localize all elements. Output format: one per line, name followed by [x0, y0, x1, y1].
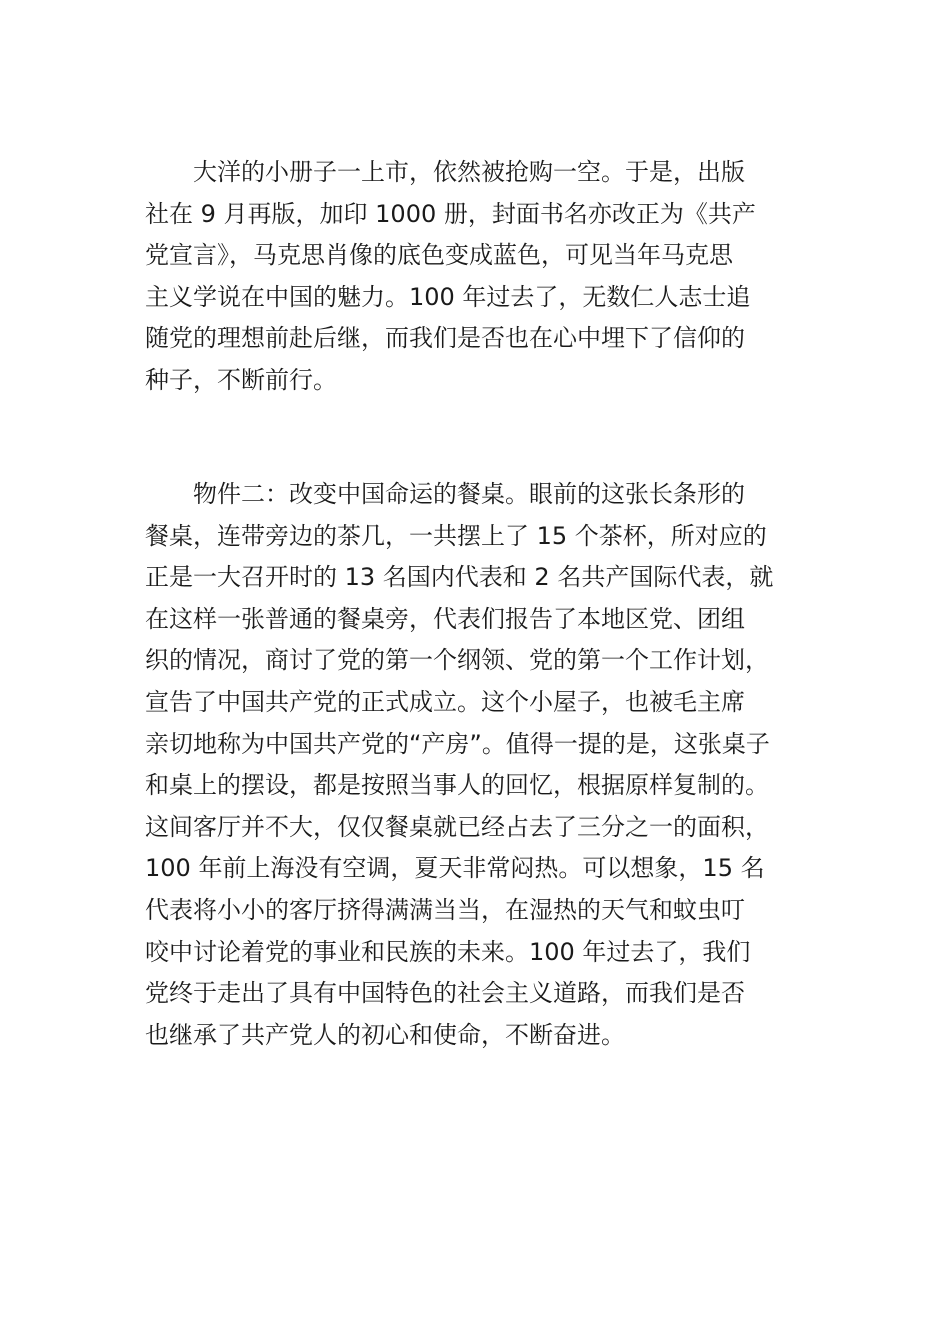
paragraph-2-line-6: 宣告了中国共产党的正式成立。这个小屋子，也被毛主席 [145, 687, 745, 716]
paragraph-1-line-3: 党宣言》，马克思肖像的底色变成蓝色，可见当年马克思 [145, 241, 733, 270]
paragraph-1-line-4: 主义学说在中国的魅力。100 年过去了，无数仁人志士追 [145, 282, 751, 311]
paragraph-1-line-1: 大洋的小册子一上市，依然被抢购一空。于是，出版 [145, 158, 745, 186]
paragraph-1-line-5: 随党的理想前赴后继，而我们是否也在心中埋下了信仰的 [145, 324, 745, 353]
paragraph-2-line-7: 亲切地称为中国共产党的“产房”。值得一提的是，这张桌子 [145, 729, 770, 758]
paragraph-2 [145, 474, 807, 1056]
paragraph-2-line-9: 这间客厅并不大，仅仅餐桌就已经占去了三分之一的面积， [145, 812, 769, 841]
paragraph-2-line-14: 也继承了共产党人的初心和使命，不断奋进。 [145, 1020, 625, 1049]
paragraph-2-line-3: 正是一大召开时的 13 名国内代表和 2 名共产国际代表，就 [145, 563, 774, 592]
paragraph-2-line-12: 咬中讨论着党的事业和民族的未来。100 年过去了，我们 [145, 937, 751, 966]
paragraph-2-line-11: 代表将小小的客厅挤得满满当当，在湿热的天气和蚊虫叮 [145, 895, 745, 924]
paragraph-2-line-1: 物件二：改变中国命运的餐桌。眼前的这张长条形的 [145, 480, 745, 508]
paragraph-1 [145, 152, 807, 402]
paragraph-2-line-13: 党终于走出了具有中国特色的社会主义道路，而我们是否 [145, 979, 745, 1008]
paragraph-2-line-2: 餐桌，连带旁边的茶几，一共摆上了 15 个茶杯，所对应的 [145, 521, 767, 550]
paragraph-1-line-6: 种子，不断前行。 [145, 365, 337, 394]
paragraph-2-line-10: 100 年前上海没有空调，夏天非常闷热。可以想象，15 名 [145, 854, 765, 883]
paragraph-2-line-5: 织的情况，商讨了党的第一个纲领、党的第一个工作计划， [145, 646, 769, 675]
paragraph-2-line-4: 在这样一张普通的餐桌旁，代表们报告了本地区党、团组 [145, 604, 745, 633]
paragraph-1-line-2: 社在 9 月再版，加印 1000 册，封面书名亦改正为《共产 [145, 199, 756, 228]
paragraph-2-line-8: 和桌上的摆设，都是按照当事人的回忆，根据原样复制的。 [145, 771, 769, 800]
